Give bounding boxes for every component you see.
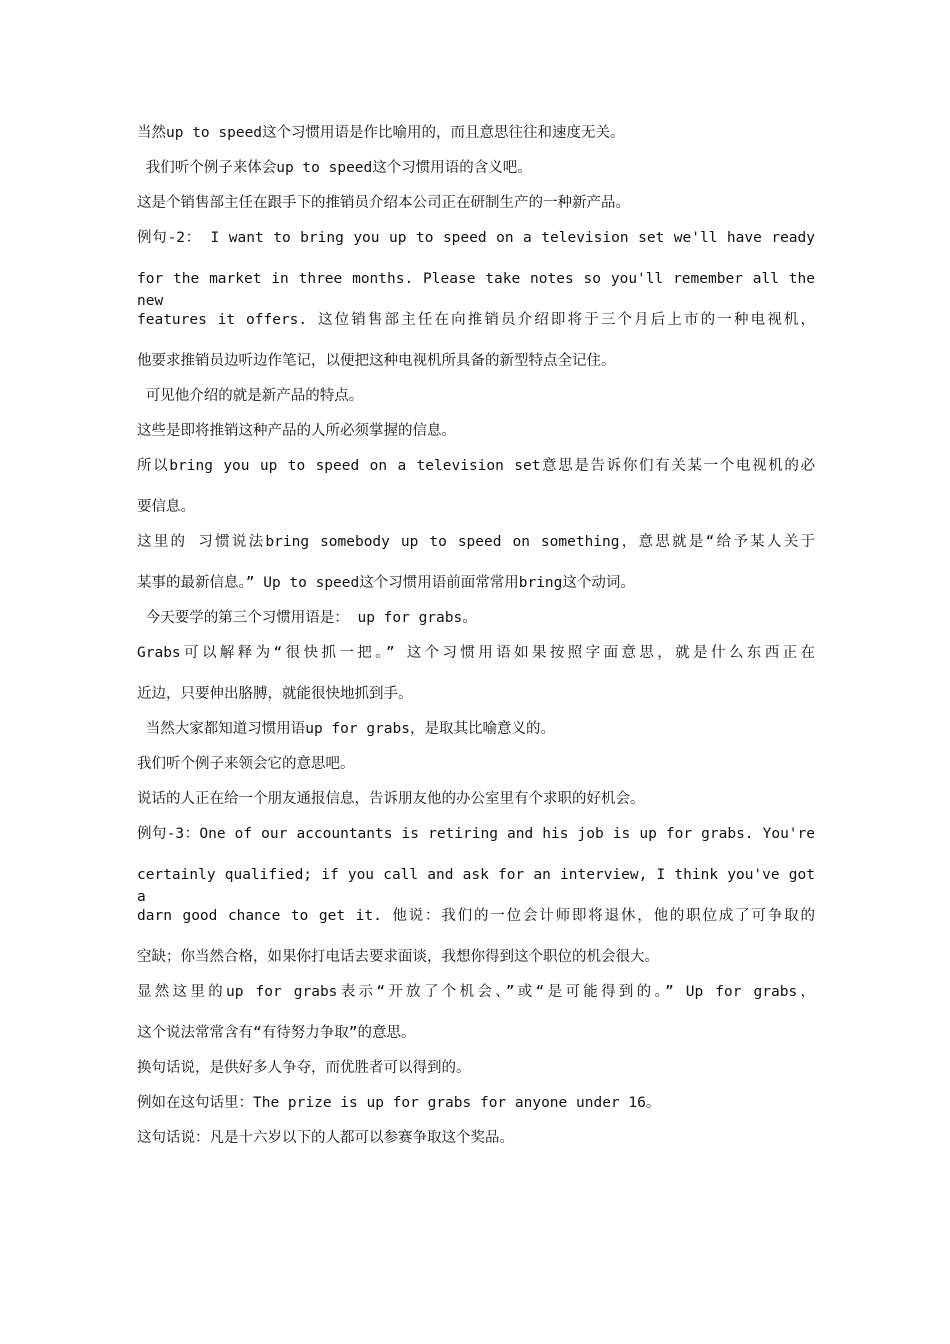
paragraph-line: 这个说法常常含有“有待努力争取”的意思。 (137, 1025, 416, 1041)
paragraph-line: 今天要学的第三个习惯用语是： up for grabs。 (137, 610, 477, 626)
paragraph-line: for the market in three months. Please take notes so you'll remember all the new (137, 271, 815, 309)
paragraph-line: Grabs可以解释为“很快抓一把。” 这个习惯用语如果按照字面意思，就是什么东西正在 (137, 645, 815, 661)
paragraph-line: 所以bring you up to speed on a television set意思是告诉你们有关某一个电视机的必 (137, 458, 815, 474)
paragraph-line: 某事的最新信息。” Up to speed这个习惯用语前面常常用bring这个动词。 (137, 575, 635, 591)
paragraph-line: 这里的 习惯说法bring somebody up to speed on something，意思就是“给予某人关于 (137, 534, 815, 550)
paragraph-line: 当然up to speed这个习惯用语是作比喻用的，而且意思往往和速度无关。 (137, 125, 625, 141)
paragraph-line: 可见他介绍的就是新产品的特点。 (137, 388, 364, 404)
paragraph-line: certainly qualified; if you call and ask for an interview, I think you've got a (137, 867, 815, 905)
paragraph-line: 例句-2： I want to bring you up to speed on a television set we'll have ready (137, 230, 815, 246)
paragraph-line: 换句话说，是供好多人争夺，而优胜者可以得到的。 (137, 1060, 471, 1076)
paragraph-line: 显然这里的up for grabs表示“开放了个机会、”或“是可能得到的。” Up for grabs， (137, 984, 815, 1000)
paragraph-line: 例句-3：One of our accountants is retiring and his job is up for grabs. You're (137, 826, 815, 842)
paragraph-line: darn good chance to get it. 他说：我们的一位会计师即将退休，他的职位成了可争取的 (137, 908, 815, 924)
paragraph-line: 例如在这句话里：The prize is up for grabs for anyone under 16。 (137, 1095, 661, 1111)
paragraph-line: 我们听个例子来领会它的意思吧。 (137, 756, 355, 772)
paragraph-line: 他要求推销员边听边作笔记，以便把这种电视机所具备的新型特点全记住。 (137, 353, 616, 369)
paragraph-line: 当然大家都知道习惯用语up for grabs，是取其比喻意义的。 (137, 721, 555, 737)
paragraph-line: 近边，只要伸出胳膊，就能很快地抓到手。 (137, 686, 413, 702)
paragraph-line: 我们听个例子来体会up to speed这个习惯用语的含义吧。 (137, 160, 532, 176)
paragraph-line: 这是个销售部主任在跟手下的推销员介绍本公司正在研制生产的一种新产品。 (137, 195, 630, 211)
paragraph-line: 要信息。 (137, 499, 195, 515)
document-body (137, 122, 815, 1149)
paragraph-line: 空缺；你当然合格，如果你打电话去要求面谈，我想你得到这个职位的机会很大。 (137, 949, 659, 965)
paragraph-line: 说话的人正在给一个朋友通报信息，告诉朋友他的办公室里有个求职的好机会。 (137, 791, 645, 807)
paragraph-line: 这些是即将推销这种产品的人所必须掌握的信息。 (137, 423, 456, 439)
paragraph-line: features it offers. 这位销售部主任在向推销员介绍即将于三个月后上市的一种电视机， (137, 312, 815, 328)
paragraph-line: 这句话说：凡是十六岁以下的人都可以参赛争取这个奖品。 (137, 1130, 514, 1146)
